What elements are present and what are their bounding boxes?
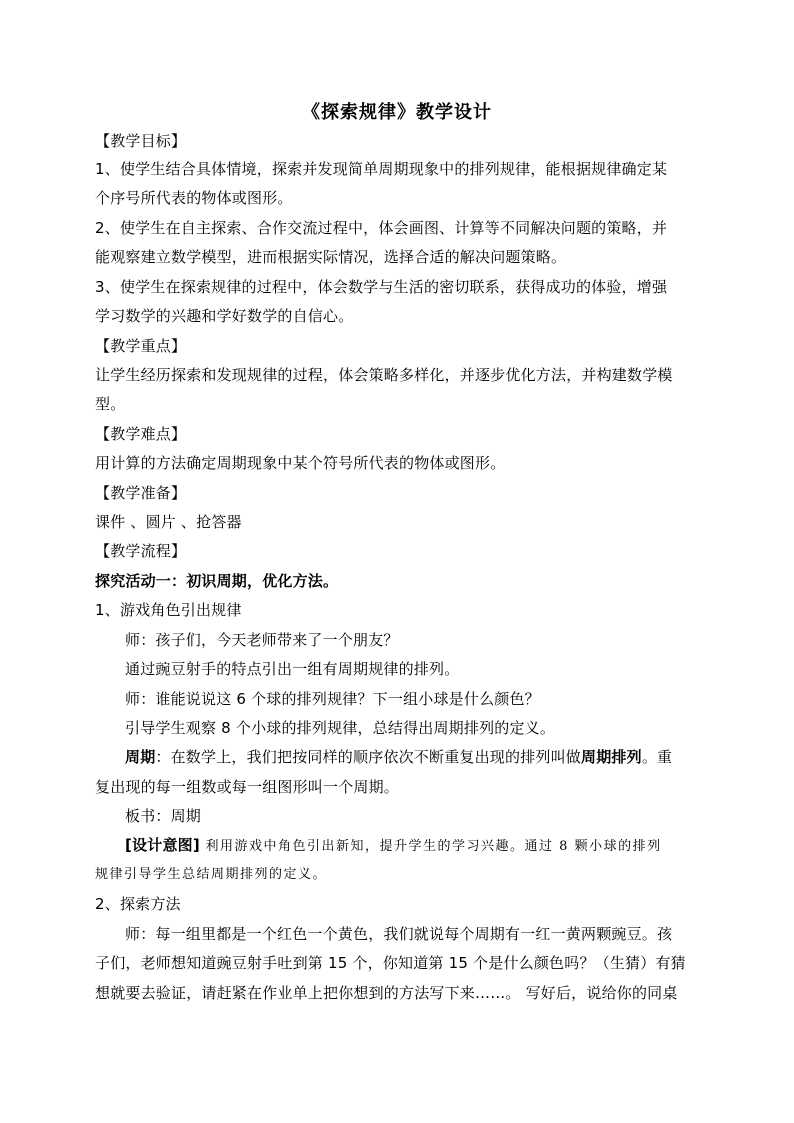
goal-2-line-1: 2、使学生在自主探索、合作交流过程中，体会画图、计算等不同解决问题的策略，并 xyxy=(95,219,668,237)
teacher-line-1: 师：孩子们，今天老师带来了一个朋友？ xyxy=(125,631,399,649)
design-note-text: 利用游戏中角色引出新知，提升学生的学习兴趣。通过 8 颗小球的排列 xyxy=(199,839,662,854)
definition-text: ：在数学上，我们把按同样的顺序依次不断重复出现的排列叫做 xyxy=(155,748,582,766)
difficulty-text: 用计算的方法确定周期现象中某个符号所代表的物体或图形。 xyxy=(95,454,506,472)
definition-end: 。重 xyxy=(641,748,673,766)
definition-line-2: 复出现的每一组数或每一组图形叫一个周期。 xyxy=(95,778,400,796)
heading-process: 【教学流程】 xyxy=(95,542,187,560)
heading-key-point: 【教学重点】 xyxy=(95,337,187,355)
goal-3-line-1: 3、使学生在探索规律的过程中，体会数学与生活的密切联系，获得成功的体验，增强 xyxy=(95,278,668,296)
teacher-line-4: 引导学生观察 8 个小球的排列规律，总结得出周期排列的定义。 xyxy=(125,719,556,737)
key-point-line-2: 型。 xyxy=(95,395,126,413)
design-note-label: [设计意图] xyxy=(125,836,200,854)
heading-teaching-goals: 【教学目标】 xyxy=(95,132,187,150)
teacher-line-3: 师：谁能说说这 6 个球的排列规律？下一组小球是什么颜色？ xyxy=(125,690,540,708)
activity-1-heading: 探究活动一：初识周期，优化方法。 xyxy=(95,572,339,590)
goal-3-line-2: 学习数学的兴趣和学好数学的自信心。 xyxy=(95,307,354,325)
paragraph-line-2: 子们，老师想知道豌豆射手吐到第 15 个，你知道第 15 个是什么颜色吗？（生猜）有猜 xyxy=(95,954,686,972)
goal-1-line-1: 1、使学生结合具体情境，探索并发现简单周期现象中的排列规律，能根据规律确定某 xyxy=(95,160,668,178)
paragraph-line-3: 想就要去验证，请赶紧在作业单上把你想到的方法写下来……。 写好后，说给你的同桌 xyxy=(95,984,678,1002)
heading-difficulty: 【教学难点】 xyxy=(95,425,187,443)
heading-preparation: 【教学准备】 xyxy=(95,484,187,502)
goal-1-line-2: 个序号所代表的物体或图形。 xyxy=(95,189,293,207)
design-note-line-1 xyxy=(125,834,735,858)
goal-2-line-2: 能观察建立数学模型，进而根据实际情况，选择合适的解决问题策略。 xyxy=(95,248,567,266)
preparation-text: 课件 、圆片 、抢答器 xyxy=(95,513,242,531)
section-2-heading: 2、探索方法 xyxy=(95,895,181,913)
document-title: 《探索规律》教学设计 xyxy=(302,102,492,123)
design-note-line-2: 规律引导学生总结周期排列的定义。 xyxy=(95,867,328,882)
section-1-heading: 1、游戏角色引出规律 xyxy=(95,601,242,619)
paragraph-line-1: 师：每一组里都是一个红色一个黄色，我们就说每个周期有一红一黄两颗豌豆。孩 xyxy=(125,925,673,943)
key-point-line-1: 让学生经历探索和发现规律的过程，体会策略多样化，并逐步优化方法，并构建数学模 xyxy=(95,366,673,384)
definition-line-1 xyxy=(125,746,735,768)
board-writing: 板书：周期 xyxy=(125,807,202,825)
definition-term: 周期排列 xyxy=(581,748,642,766)
teacher-line-2: 通过豌豆射手的特点引出一组有周期规律的排列。 xyxy=(125,660,460,678)
definition-label: 周期 xyxy=(125,748,156,766)
